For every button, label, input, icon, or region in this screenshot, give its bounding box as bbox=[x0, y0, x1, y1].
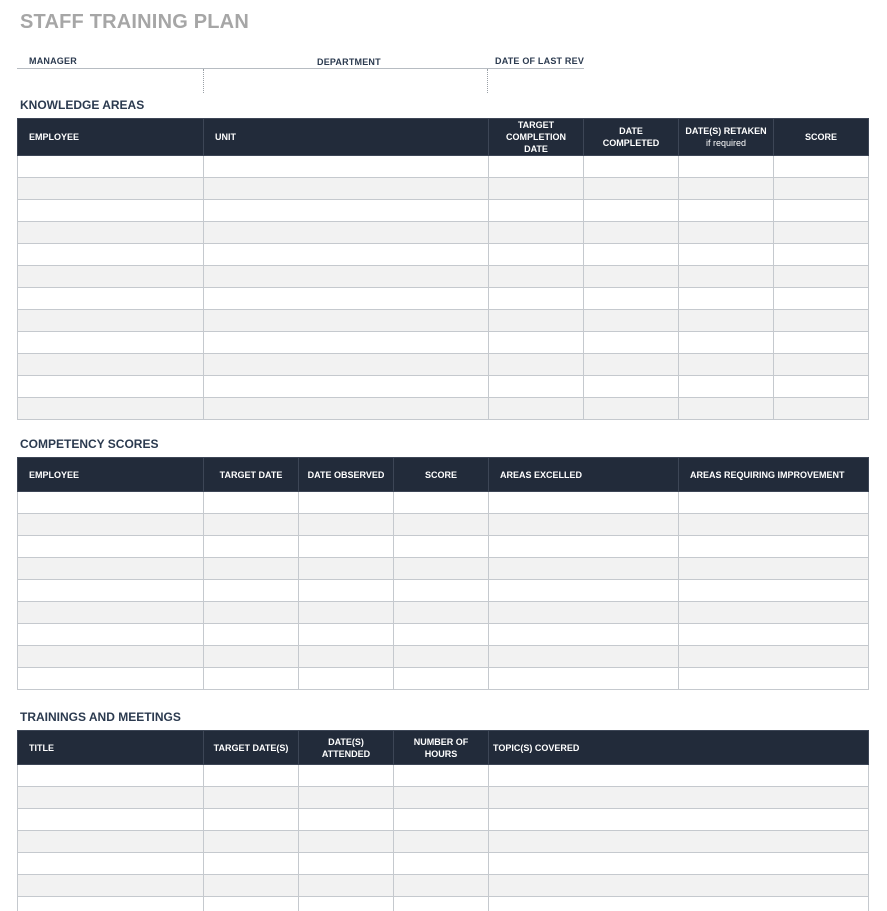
table-row bbox=[18, 514, 869, 536]
date-of-last-rev-label: DATE OF LAST REV bbox=[495, 56, 585, 66]
meta-underline-right bbox=[487, 68, 584, 69]
table-cell[interactable] bbox=[18, 536, 204, 558]
table-cell[interactable] bbox=[584, 156, 679, 178]
table-cell[interactable] bbox=[774, 310, 869, 332]
table-cell[interactable] bbox=[489, 558, 679, 580]
table-cell[interactable] bbox=[489, 332, 584, 354]
col-date-completed bbox=[584, 119, 679, 156]
table-cell[interactable] bbox=[394, 668, 489, 690]
table-cell[interactable] bbox=[204, 787, 299, 809]
table-cell[interactable] bbox=[679, 332, 774, 354]
table-cell[interactable] bbox=[394, 831, 489, 853]
col-score: SCORE bbox=[394, 458, 489, 492]
table-cell[interactable] bbox=[299, 897, 394, 911]
table-row bbox=[18, 492, 869, 514]
table-cell[interactable] bbox=[299, 580, 394, 602]
table-cell[interactable] bbox=[299, 492, 394, 514]
table-cell[interactable] bbox=[489, 831, 869, 853]
table-cell[interactable] bbox=[774, 156, 869, 178]
table-row bbox=[18, 200, 869, 222]
table-cell[interactable] bbox=[299, 787, 394, 809]
table-cell[interactable] bbox=[18, 332, 204, 354]
table-row bbox=[18, 624, 869, 646]
table-cell[interactable] bbox=[489, 536, 679, 558]
table-cell[interactable] bbox=[394, 853, 489, 875]
table-cell[interactable] bbox=[489, 178, 584, 200]
table-cell[interactable] bbox=[679, 398, 774, 420]
table-cell[interactable] bbox=[204, 222, 489, 244]
table-cell[interactable] bbox=[489, 376, 584, 398]
table-cell[interactable] bbox=[204, 765, 299, 787]
table-cell[interactable] bbox=[394, 492, 489, 514]
table-row bbox=[18, 831, 869, 853]
table-row bbox=[18, 354, 869, 376]
table-cell[interactable] bbox=[584, 200, 679, 222]
header-line: COMPLETION DATE bbox=[506, 132, 566, 154]
table-cell[interactable] bbox=[18, 514, 204, 536]
table-row bbox=[18, 580, 869, 602]
table-cell[interactable] bbox=[394, 602, 489, 624]
table-cell[interactable] bbox=[204, 646, 299, 668]
table-cell[interactable] bbox=[18, 354, 204, 376]
table-cell[interactable] bbox=[774, 200, 869, 222]
table-cell[interactable] bbox=[18, 624, 204, 646]
table-cell[interactable] bbox=[204, 809, 299, 831]
table-cell[interactable] bbox=[18, 244, 204, 266]
table-cell[interactable] bbox=[18, 875, 204, 897]
table-row bbox=[18, 787, 869, 809]
meta-field-divider bbox=[487, 69, 488, 93]
table-cell[interactable] bbox=[489, 897, 869, 911]
header-line: COMPLETED bbox=[602, 138, 660, 148]
table-cell[interactable] bbox=[204, 266, 489, 288]
col-date-observed: DATE OBSERVED bbox=[299, 458, 394, 492]
col-areas-requiring-improvement: AREAS REQUIRING IMPROVEMENT bbox=[679, 458, 869, 492]
table-cell[interactable] bbox=[394, 514, 489, 536]
table-row bbox=[18, 222, 869, 244]
table-cell[interactable] bbox=[204, 156, 489, 178]
table-row bbox=[18, 244, 869, 266]
table-row bbox=[18, 558, 869, 580]
col-target-date: TARGET DATE bbox=[204, 458, 299, 492]
table-cell[interactable] bbox=[774, 398, 869, 420]
table-row bbox=[18, 398, 869, 420]
table-cell[interactable] bbox=[679, 354, 774, 376]
col-areas-excelled: AREAS EXCELLED bbox=[489, 458, 679, 492]
table-cell[interactable] bbox=[679, 266, 774, 288]
table-cell[interactable] bbox=[299, 875, 394, 897]
table-cell[interactable] bbox=[489, 765, 869, 787]
table-cell[interactable] bbox=[18, 580, 204, 602]
table-cell[interactable] bbox=[394, 809, 489, 831]
knowledge-areas-title: KNOWLEDGE AREAS bbox=[20, 98, 145, 112]
col-dates-retaken bbox=[679, 119, 774, 156]
table-cell[interactable] bbox=[394, 580, 489, 602]
table-cell[interactable] bbox=[18, 765, 204, 787]
table-cell[interactable] bbox=[489, 787, 869, 809]
table-cell[interactable] bbox=[584, 310, 679, 332]
table-row bbox=[18, 376, 869, 398]
table-cell[interactable] bbox=[299, 624, 394, 646]
col-unit: UNIT bbox=[204, 119, 489, 156]
table-cell[interactable] bbox=[584, 266, 679, 288]
trainings-meetings-title: TRAININGS AND MEETINGS bbox=[20, 710, 181, 724]
table-cell[interactable] bbox=[679, 514, 869, 536]
table-cell[interactable] bbox=[489, 200, 584, 222]
table-cell[interactable] bbox=[679, 376, 774, 398]
table-cell[interactable] bbox=[204, 668, 299, 690]
table-cell[interactable] bbox=[774, 244, 869, 266]
table-cell[interactable] bbox=[679, 156, 774, 178]
header-subnote: if required bbox=[705, 138, 747, 148]
table-cell[interactable] bbox=[18, 310, 204, 332]
table-row bbox=[18, 602, 869, 624]
table-cell[interactable] bbox=[489, 809, 869, 831]
table-cell[interactable] bbox=[679, 536, 869, 558]
table-cell[interactable] bbox=[679, 558, 869, 580]
table-row bbox=[18, 156, 869, 178]
table-row bbox=[18, 853, 869, 875]
table-cell[interactable] bbox=[204, 332, 489, 354]
table-cell[interactable] bbox=[774, 178, 869, 200]
manager-label: MANAGER bbox=[29, 56, 77, 66]
table-row bbox=[18, 875, 869, 897]
table-cell[interactable] bbox=[204, 536, 299, 558]
table-cell[interactable] bbox=[204, 875, 299, 897]
table-cell[interactable] bbox=[679, 200, 774, 222]
knowledge-areas-body bbox=[18, 156, 869, 420]
table-row bbox=[18, 266, 869, 288]
table-cell[interactable] bbox=[679, 310, 774, 332]
table-cell[interactable] bbox=[394, 624, 489, 646]
table-cell[interactable] bbox=[204, 897, 299, 911]
table-cell[interactable] bbox=[204, 558, 299, 580]
trainings-meetings-table bbox=[17, 730, 869, 911]
col-target-dates: TARGET DATE(S) bbox=[204, 731, 299, 765]
table-row bbox=[18, 288, 869, 310]
table-cell[interactable] bbox=[774, 266, 869, 288]
table-cell[interactable] bbox=[394, 646, 489, 668]
document-meta bbox=[0, 55, 887, 95]
table-cell[interactable] bbox=[18, 787, 204, 809]
table-cell[interactable] bbox=[299, 853, 394, 875]
table-cell[interactable] bbox=[299, 831, 394, 853]
table-cell[interactable] bbox=[489, 354, 584, 376]
table-cell[interactable] bbox=[489, 853, 869, 875]
table-row bbox=[18, 536, 869, 558]
table-cell[interactable] bbox=[394, 787, 489, 809]
table-cell[interactable] bbox=[204, 831, 299, 853]
table-cell[interactable] bbox=[489, 875, 869, 897]
table-cell[interactable] bbox=[584, 222, 679, 244]
table-cell[interactable] bbox=[774, 332, 869, 354]
table-cell[interactable] bbox=[679, 244, 774, 266]
trainings-meetings-body bbox=[18, 765, 869, 911]
table-cell[interactable] bbox=[489, 244, 584, 266]
col-dates-attended: DATE(S) ATTENDED bbox=[299, 731, 394, 765]
table-row bbox=[18, 332, 869, 354]
table-cell[interactable] bbox=[489, 222, 584, 244]
table-cell[interactable] bbox=[18, 558, 204, 580]
table-cell[interactable] bbox=[299, 809, 394, 831]
col-score: SCORE bbox=[774, 119, 869, 156]
table-cell[interactable] bbox=[204, 288, 489, 310]
table-cell[interactable] bbox=[679, 668, 869, 690]
table-cell[interactable] bbox=[489, 514, 679, 536]
table-cell[interactable] bbox=[489, 266, 584, 288]
table-cell[interactable] bbox=[489, 580, 679, 602]
table-cell[interactable] bbox=[18, 222, 204, 244]
table-cell[interactable] bbox=[204, 853, 299, 875]
table-cell[interactable] bbox=[584, 398, 679, 420]
table-cell[interactable] bbox=[489, 492, 679, 514]
meta-field-divider bbox=[203, 69, 204, 93]
col-employee: EMPLOYEE bbox=[18, 458, 204, 492]
table-cell[interactable] bbox=[18, 646, 204, 668]
table-cell[interactable] bbox=[299, 514, 394, 536]
table-row bbox=[18, 897, 869, 911]
table-cell[interactable] bbox=[584, 244, 679, 266]
page-title: STAFF TRAINING PLAN bbox=[20, 11, 249, 33]
table-row bbox=[18, 310, 869, 332]
table-row bbox=[18, 809, 869, 831]
table-cell[interactable] bbox=[489, 398, 584, 420]
col-title: TITLE bbox=[18, 731, 204, 765]
table-cell[interactable] bbox=[18, 288, 204, 310]
table-cell[interactable] bbox=[18, 492, 204, 514]
table-cell[interactable] bbox=[18, 178, 204, 200]
table-cell[interactable] bbox=[394, 897, 489, 911]
table-cell[interactable] bbox=[774, 376, 869, 398]
table-cell[interactable] bbox=[679, 492, 869, 514]
table-cell[interactable] bbox=[18, 398, 204, 420]
table-cell[interactable] bbox=[584, 178, 679, 200]
table-cell[interactable] bbox=[679, 288, 774, 310]
table-cell[interactable] bbox=[299, 765, 394, 787]
table-cell[interactable] bbox=[18, 668, 204, 690]
table-row bbox=[18, 646, 869, 668]
knowledge-areas-table bbox=[17, 118, 869, 420]
table-cell[interactable] bbox=[204, 376, 489, 398]
table-cell[interactable] bbox=[394, 558, 489, 580]
col-topics-covered: TOPIC(S) COVERED bbox=[489, 731, 869, 765]
table-cell[interactable] bbox=[394, 875, 489, 897]
col-number-of-hours: NUMBER OF HOURS bbox=[394, 731, 489, 765]
table-cell[interactable] bbox=[679, 646, 869, 668]
table-cell[interactable] bbox=[774, 288, 869, 310]
competency-scores-title: COMPETENCY SCORES bbox=[20, 437, 159, 451]
table-cell[interactable] bbox=[679, 580, 869, 602]
table-cell[interactable] bbox=[18, 200, 204, 222]
header-line: DATE bbox=[619, 126, 643, 136]
table-cell[interactable] bbox=[204, 602, 299, 624]
table-cell[interactable] bbox=[584, 332, 679, 354]
competency-scores-body bbox=[18, 492, 869, 690]
table-cell[interactable] bbox=[18, 853, 204, 875]
table-cell[interactable] bbox=[679, 222, 774, 244]
table-cell[interactable] bbox=[204, 354, 489, 376]
table-cell[interactable] bbox=[489, 624, 679, 646]
table-cell[interactable] bbox=[204, 310, 489, 332]
table-cell[interactable] bbox=[679, 624, 869, 646]
table-cell[interactable] bbox=[204, 178, 489, 200]
table-cell[interactable] bbox=[489, 156, 584, 178]
table-cell[interactable] bbox=[204, 624, 299, 646]
table-cell[interactable] bbox=[204, 200, 489, 222]
col-target-completion-date bbox=[489, 119, 584, 156]
table-cell[interactable] bbox=[489, 646, 679, 668]
table-cell[interactable] bbox=[18, 831, 204, 853]
table-cell[interactable] bbox=[18, 156, 204, 178]
table-cell[interactable] bbox=[18, 376, 204, 398]
table-cell[interactable] bbox=[394, 765, 489, 787]
table-cell[interactable] bbox=[18, 897, 204, 911]
table-cell[interactable] bbox=[204, 580, 299, 602]
table-cell[interactable] bbox=[489, 668, 679, 690]
department-label: DEPARTMENT bbox=[317, 57, 381, 67]
table-cell[interactable] bbox=[204, 514, 299, 536]
table-cell[interactable] bbox=[299, 668, 394, 690]
table-cell[interactable] bbox=[584, 288, 679, 310]
table-cell[interactable] bbox=[299, 602, 394, 624]
table-cell[interactable] bbox=[679, 178, 774, 200]
table-cell[interactable] bbox=[394, 536, 489, 558]
table-cell[interactable] bbox=[18, 809, 204, 831]
table-cell[interactable] bbox=[584, 354, 679, 376]
header-line: DATE(S) RETAKEN bbox=[685, 126, 767, 136]
table-cell[interactable] bbox=[204, 398, 489, 420]
col-employee: EMPLOYEE bbox=[18, 119, 204, 156]
table-cell[interactable] bbox=[774, 222, 869, 244]
table-cell[interactable] bbox=[774, 354, 869, 376]
table-row bbox=[18, 668, 869, 690]
table-cell[interactable] bbox=[489, 310, 584, 332]
competency-scores-table bbox=[17, 457, 869, 690]
table-cell[interactable] bbox=[299, 646, 394, 668]
header-line: TARGET bbox=[517, 120, 555, 130]
table-row bbox=[18, 178, 869, 200]
table-row bbox=[18, 765, 869, 787]
table-cell[interactable] bbox=[679, 602, 869, 624]
table-cell[interactable] bbox=[299, 536, 394, 558]
table-cell[interactable] bbox=[18, 602, 204, 624]
table-cell[interactable] bbox=[204, 244, 489, 266]
table-cell[interactable] bbox=[489, 602, 679, 624]
table-cell[interactable] bbox=[299, 558, 394, 580]
table-cell[interactable] bbox=[489, 288, 584, 310]
table-cell[interactable] bbox=[584, 376, 679, 398]
table-cell[interactable] bbox=[18, 266, 204, 288]
table-cell[interactable] bbox=[204, 492, 299, 514]
meta-underline-left bbox=[17, 68, 487, 69]
